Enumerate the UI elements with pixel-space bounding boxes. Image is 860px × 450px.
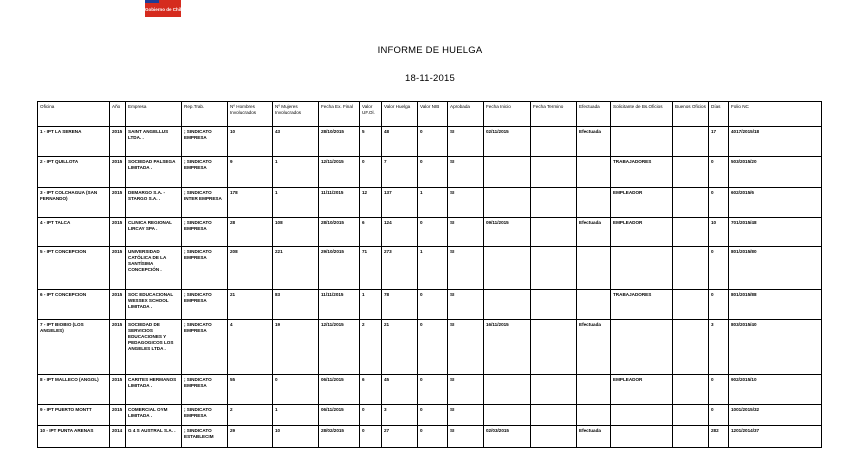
table-cell: 1	[360, 290, 382, 320]
column-header: Efectuada	[577, 102, 611, 127]
table-cell: 43	[273, 127, 319, 157]
table-cell: 11/11/2015	[319, 188, 360, 218]
table-cell	[531, 127, 577, 157]
report-title: INFORME DE HUELGA	[377, 45, 483, 56]
table-cell: ; SINDICATO EMPRESA	[182, 320, 228, 375]
table-cell: 4	[228, 320, 273, 375]
table-cell: 21	[228, 290, 273, 320]
table-cell: 1 - IPT LA SERENA	[38, 127, 110, 157]
table-cell: 503/2015/20	[729, 157, 822, 188]
column-header: Aprobada	[448, 102, 484, 127]
table-cell: 6	[360, 375, 382, 405]
table-cell: 6	[360, 218, 382, 247]
table-cell: 0	[709, 405, 729, 426]
table-cell	[611, 127, 673, 157]
table-cell: SI	[448, 218, 484, 247]
table-cell: SOCIEDAD DE SERVICIOS EDUCACIONES Y PEDAGOGICOS LOS ANGELES LTDA .	[126, 320, 182, 375]
column-header: Nº Mujeres Involucrados	[273, 102, 319, 127]
table-cell: ; SINDICATO INTER EMPRESA	[182, 188, 228, 218]
table-cell: 137	[382, 188, 418, 218]
table-cell: Efectuada	[577, 218, 611, 247]
table-cell: ; SINDICATO EMPRESA	[182, 157, 228, 188]
table-cell: 0	[273, 375, 319, 405]
table-cell: EMPLEADOR	[611, 218, 673, 247]
table-header-row	[38, 102, 822, 127]
table-row	[38, 188, 822, 218]
table-cell: 0	[418, 320, 448, 375]
table-cell: 2 - IPT QUILLOTA	[38, 157, 110, 188]
table-cell	[531, 375, 577, 405]
column-header: Días	[709, 102, 729, 127]
table-cell: SI	[448, 290, 484, 320]
table-cell: 9 - IPT PUERTO MONTT	[38, 405, 110, 426]
table-cell: 1201/2014/37	[729, 426, 822, 448]
table-cell: CARITES HERMANOS LIMITADA .	[126, 375, 182, 405]
table-cell: 0	[418, 426, 448, 448]
table-cell: SI	[448, 320, 484, 375]
table-cell: 0	[418, 127, 448, 157]
table-cell: 0	[709, 188, 729, 218]
report-date: 18-11-2015	[405, 73, 455, 84]
table-cell: 2015	[110, 320, 126, 375]
table-cell: 02/11/2015	[484, 127, 531, 157]
table-cell	[531, 320, 577, 375]
table-cell	[484, 247, 531, 290]
table-cell: 10	[709, 218, 729, 247]
table-cell: 2015	[110, 405, 126, 426]
table-cell: 1	[273, 405, 319, 426]
table-row	[38, 426, 822, 448]
table-cell: 2	[228, 405, 273, 426]
table-cell	[531, 247, 577, 290]
table-cell: 2015	[110, 157, 126, 188]
table-cell	[577, 405, 611, 426]
table-cell: 0	[418, 218, 448, 247]
table-cell: 83	[273, 290, 319, 320]
table-cell	[673, 405, 709, 426]
table-cell: 902/2015/10	[729, 375, 822, 405]
table-cell: 2015	[110, 290, 126, 320]
table-cell: 10	[273, 426, 319, 448]
table-cell: 208	[228, 247, 273, 290]
table-cell: SI	[448, 247, 484, 290]
table-row	[38, 218, 822, 247]
table-cell: 0	[709, 290, 729, 320]
table-cell: Efectuada	[577, 426, 611, 448]
table-cell	[611, 247, 673, 290]
table-cell: 0	[418, 157, 448, 188]
table-cell: ; SINDICATO EMPRESA	[182, 247, 228, 290]
table-cell: 3	[382, 405, 418, 426]
table-cell	[484, 375, 531, 405]
strike-report-table	[37, 101, 822, 448]
table-cell: ; SINDICATO EMPRESA	[182, 375, 228, 405]
table-cell: 1	[418, 247, 448, 290]
column-header: Empresa	[126, 102, 182, 127]
table-cell: 3	[709, 320, 729, 375]
table-cell: 10	[228, 127, 273, 157]
table-cell: SOC EDUCACIONAL WESSEX SCHOOL LIMITADA .	[126, 290, 182, 320]
table-cell	[484, 290, 531, 320]
table-cell	[577, 247, 611, 290]
table-cell	[673, 247, 709, 290]
table-cell	[577, 290, 611, 320]
table-cell: 12/11/2015	[319, 320, 360, 375]
table-cell	[531, 188, 577, 218]
table-cell: 09/11/2015	[484, 218, 531, 247]
table-row	[38, 290, 822, 320]
table-cell	[531, 426, 577, 448]
column-header: Buenos Oficios	[673, 102, 709, 127]
table-cell: 06/11/2015	[319, 405, 360, 426]
table-cell: 11/11/2015	[319, 290, 360, 320]
table-cell: 02/03/2015	[484, 426, 531, 448]
table-cell: 5 - IPT CONCEPCION	[38, 247, 110, 290]
table-cell	[531, 405, 577, 426]
table-cell: 1001/2015/32	[729, 405, 822, 426]
table-cell: SI	[448, 405, 484, 426]
table-row	[38, 320, 822, 375]
table-cell: 7 - IPT BIOBIO (LOS ANGELES)	[38, 320, 110, 375]
table-cell: ; SINDICATO ESTABLECIM	[182, 426, 228, 448]
table-cell	[611, 405, 673, 426]
table-cell: EMPLEADOR	[611, 188, 673, 218]
table-cell	[673, 426, 709, 448]
table-cell	[484, 157, 531, 188]
table-cell: 27	[382, 426, 418, 448]
table-cell: DEMARGO S.A. - STARGO S.A. .	[126, 188, 182, 218]
table-cell: 12/11/2015	[319, 157, 360, 188]
table-row	[38, 247, 822, 290]
table-cell: 45	[382, 375, 418, 405]
table-cell	[673, 188, 709, 218]
table-cell: 28/10/2015	[319, 127, 360, 157]
table-cell: TRABAJADORES	[611, 157, 673, 188]
column-header: Año	[110, 102, 126, 127]
table-cell: 1	[418, 188, 448, 218]
table-cell: 0	[418, 375, 448, 405]
column-header: Folio NC	[729, 102, 822, 127]
table-cell: 0	[360, 405, 382, 426]
table-cell: 7	[382, 157, 418, 188]
table-cell: 4017/2015/18	[729, 127, 822, 157]
table-cell: 178	[228, 188, 273, 218]
table-cell: 12	[360, 188, 382, 218]
table-cell: 10 - IPT PUNTA ARENAS	[38, 426, 110, 448]
table-cell: SAINT ANGELLUS LTDA. .	[126, 127, 182, 157]
table-cell	[577, 375, 611, 405]
table-cell: 2015	[110, 188, 126, 218]
table-cell: 2015	[110, 218, 126, 247]
table-cell: 4 - IPT TALCA	[38, 218, 110, 247]
table-cell: COMERCIAL OYM LIMITADA .	[126, 405, 182, 426]
table-cell: 8 - IPT MALLECO (ANGOL)	[38, 375, 110, 405]
table-cell: 55	[228, 375, 273, 405]
table-cell: 701/2015/48	[729, 218, 822, 247]
table-cell	[577, 188, 611, 218]
table-cell: 0	[360, 426, 382, 448]
table-cell: 0	[709, 157, 729, 188]
table-cell: UNIVERSIDAD CATÓLICA DE LA SANTÍSIMA CONCEPCIÓN .	[126, 247, 182, 290]
table-cell	[673, 218, 709, 247]
table-cell: 48	[382, 127, 418, 157]
table-cell: 5	[360, 127, 382, 157]
table-cell: G 4 S AUSTRAL S.A. .	[126, 426, 182, 448]
table-cell: 1	[273, 157, 319, 188]
table-cell	[611, 426, 673, 448]
table-cell: ; SINDICATO EMPRESA	[182, 127, 228, 157]
table-row	[38, 157, 822, 188]
table-cell: 803/2015/40	[729, 320, 822, 375]
table-cell: 71	[360, 247, 382, 290]
table-cell: 2015	[110, 375, 126, 405]
table-cell: 28/10/2015	[319, 218, 360, 247]
table-cell: 3 - IPT COLCHAGUA (SAN FERNANDO)	[38, 188, 110, 218]
table-cell: TRABAJADORES	[611, 290, 673, 320]
table-cell	[673, 157, 709, 188]
column-header: Valor Huelga	[382, 102, 418, 127]
table-cell	[673, 320, 709, 375]
table-cell: 19	[273, 320, 319, 375]
table-cell: SI	[448, 127, 484, 157]
column-header: Fecha Termino	[531, 102, 577, 127]
table-cell: 9	[228, 157, 273, 188]
table-cell: SI	[448, 157, 484, 188]
table-cell: 0	[709, 247, 729, 290]
table-cell	[673, 375, 709, 405]
table-cell: SI	[448, 375, 484, 405]
column-header: Valor UF.Ol.	[360, 102, 382, 127]
column-header: Fecha Inicio	[484, 102, 531, 127]
table-cell: 29	[228, 426, 273, 448]
table-row	[38, 127, 822, 157]
table-cell: 801/2015/88	[729, 290, 822, 320]
table-cell: EMPLEADOR	[611, 375, 673, 405]
table-cell: 2015	[110, 127, 126, 157]
table-cell: CLINICA REGIONAL LIRCAY SPA .	[126, 218, 182, 247]
table-cell: 28/02/2015	[319, 426, 360, 448]
table-cell: 78	[382, 290, 418, 320]
column-header: Solicitante de Bs.Oficios	[611, 102, 673, 127]
table-cell	[673, 127, 709, 157]
table-cell: 124	[382, 218, 418, 247]
logo-text: Gobierno de Chile	[145, 7, 184, 12]
table-cell: 0	[418, 290, 448, 320]
table-cell: Efectuada	[577, 127, 611, 157]
table-cell: 17	[709, 127, 729, 157]
table-cell: ; SINDICATO EMPRESA	[182, 290, 228, 320]
table-cell: Efectuada	[577, 320, 611, 375]
table-cell: SI	[448, 188, 484, 218]
table-cell: 282	[709, 426, 729, 448]
table-cell: SOCIEDAD PALSEGA LIMITADA .	[126, 157, 182, 188]
table-cell	[531, 290, 577, 320]
table-cell: 602/2015/6	[729, 188, 822, 218]
table-cell: 06/11/2015	[319, 375, 360, 405]
table-cell: ; SINDICATO EMPRESA	[182, 218, 228, 247]
table-cell: 21	[382, 320, 418, 375]
table-cell: 2014	[110, 426, 126, 448]
column-header: Nº Hombres Involucrados	[228, 102, 273, 127]
table-cell	[484, 405, 531, 426]
table-cell	[531, 157, 577, 188]
table-cell: 0	[360, 157, 382, 188]
table-row	[38, 405, 822, 426]
table-cell	[484, 188, 531, 218]
table-cell	[531, 218, 577, 247]
table-cell: 801/2015/80	[729, 247, 822, 290]
table-cell: 273	[382, 247, 418, 290]
table-cell: 108	[273, 218, 319, 247]
table-cell	[611, 320, 673, 375]
table-cell: 28	[228, 218, 273, 247]
table-cell: 2	[360, 320, 382, 375]
table-cell: SI	[448, 426, 484, 448]
table-row	[38, 375, 822, 405]
column-header: Fecha Ex. Final	[319, 102, 360, 127]
table-cell: 6 - IPT CONCEPCION	[38, 290, 110, 320]
table-cell: 29/10/2015	[319, 247, 360, 290]
column-header: Rep.Trab.	[182, 102, 228, 127]
table-cell	[673, 290, 709, 320]
column-header: Valor NIB	[418, 102, 448, 127]
column-header: Oficina	[38, 102, 110, 127]
table-cell: 2015	[110, 247, 126, 290]
table-cell: 221	[273, 247, 319, 290]
table-cell: 16/11/2015	[484, 320, 531, 375]
table-cell: ; SINDICATO EMPRESA	[182, 405, 228, 426]
table-cell: 0	[709, 375, 729, 405]
table-cell: 0	[418, 405, 448, 426]
table-cell: 1	[273, 188, 319, 218]
table-cell	[577, 157, 611, 188]
